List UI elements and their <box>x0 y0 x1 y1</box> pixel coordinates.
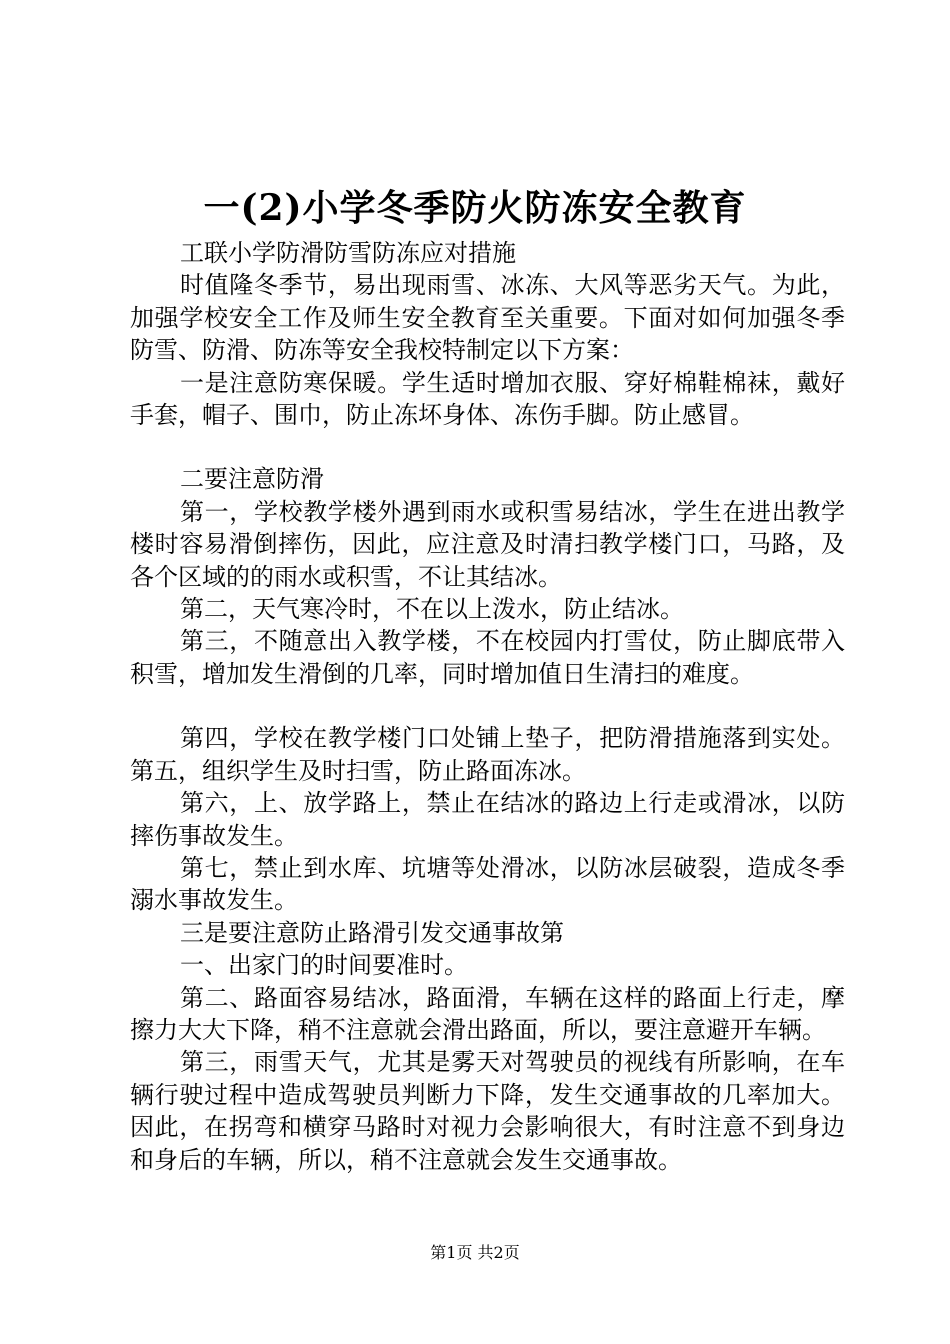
paragraph-item-third: 第三，不随意出入教学楼，不在校园内打雪仗，防止脚底带入积雪，增加发生滑倒的几率，同时增加值日生清扫的难度。 <box>130 627 845 688</box>
paragraph-item-seventh: 第七，禁止到水库、坑塘等处滑冰，以防冰层破裂，造成冬季溺水事故发生。 <box>130 853 845 915</box>
paragraph-intro: 时值隆冬季节，易出现雨雪、冰冻、大风等恶劣天气。为此，加强学校安全工作及师生安全教育至关重要。下面对如何加强冬季防雪、防滑、防冻等安全我校特制定以下方案： <box>130 271 845 365</box>
paragraph-keep-warm: 一是注意防寒保暖。学生适时增加衣服、穿好棉鞋棉袜，戴好手套，帽子、围巾，防止冻坏身体、冻伤手脚。防止感冒。 <box>130 368 845 430</box>
document-body <box>130 237 845 1176</box>
paragraph-traffic-second: 第二、路面容易结冰，路面滑，车辆在这样的路面上行走，摩擦力大大下降，稍不注意就会滑出路面，所以，要注意避开车辆。 <box>130 983 845 1044</box>
document-title: 一(2)小学冬季防火防冻安全教育 <box>203 187 747 229</box>
paragraph-traffic-first: 一、出家门的时间要准时。 <box>180 951 468 980</box>
paragraph-item-fourth-fifth: 第四，学校在教学楼门口处铺上垫子，把防滑措施落到实处。第五，组织学生及时扫雪，防止路面冻冰。 <box>130 724 845 785</box>
paragraph-item-second: 第二，天气寒冷时，不在以上泼水，防止结冰。 <box>180 595 684 624</box>
blank-line <box>130 431 845 463</box>
paragraph-traffic-heading: 三是要注意防止路滑引发交通事故第 <box>180 918 564 947</box>
paragraph-school-measures-heading: 工联小学防滑防雪防冻应对措施 <box>180 239 516 267</box>
paragraph-anti-slip-heading: 二要注意防滑 <box>180 465 324 494</box>
page-number-footer: 第1页 共2页 <box>430 1243 520 1262</box>
blank-line <box>130 690 845 722</box>
paragraph-item-sixth: 第六，上、放学路上，禁止在结冰的路边上行走或滑冰，以防摔伤事故发生。 <box>130 789 845 850</box>
paragraph-traffic-third: 第三，雨雪天气，尤其是雾天对驾驶员的视线有所影响，在车辆行驶过程中造成驾驶员判断力下降，发生交通事故的几率加大。因此，在拐弯和横穿马路时对视力会影响很大，有时注意不到身边和身后的车辆，所以，稍不注意就会发生交通事故。 <box>130 1048 845 1174</box>
paragraph-item-first: 第一，学校教学楼外遇到雨水或积雪易结冰，学生在进出教学楼时容易滑倒摔伤，因此，应注意及时清扫教学楼门口，马路，及各个区域的的雨水或积雪，不让其结冰。 <box>130 497 845 591</box>
